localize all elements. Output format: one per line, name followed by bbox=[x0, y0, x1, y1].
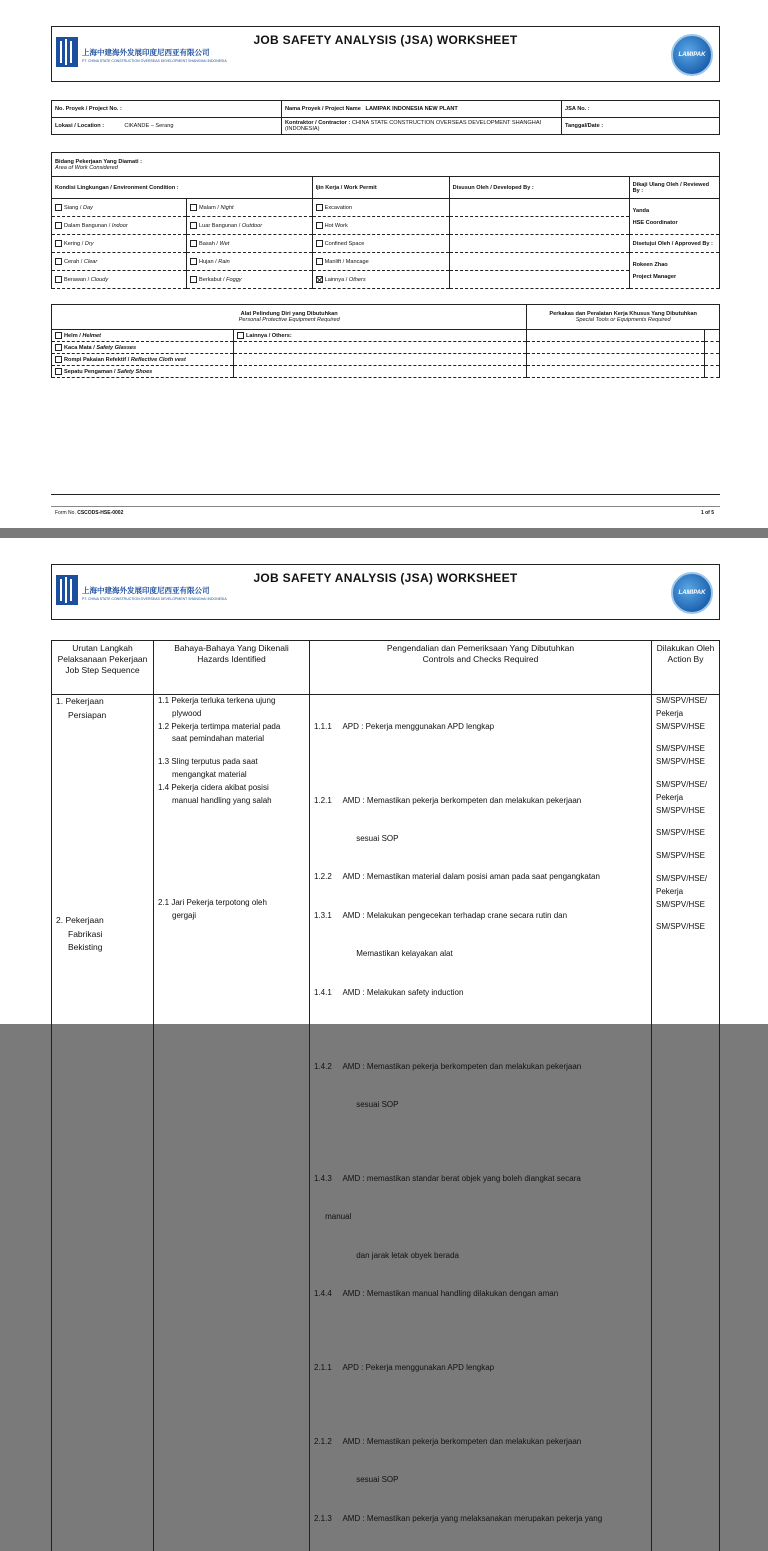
company-name-cn: 上海中建海外发展印度尼西亚有限公司 bbox=[82, 47, 210, 58]
control-item: 2.1.2 AMD : Memastikan pekerja berkompeten dan melakukan pekerjaan bbox=[314, 1436, 647, 1449]
jsa-table bbox=[51, 640, 720, 1551]
contractor-value: CHINA STATE CONSTRUCTION OVERSEAS DEVELOPMENT SHANGHAI (INDONESIA) bbox=[285, 120, 541, 132]
checkbox-icon[interactable] bbox=[316, 258, 323, 265]
reviewer-name: Yanda bbox=[633, 208, 716, 214]
checkbox-icon[interactable] bbox=[55, 332, 62, 339]
hazard-item: 1.4 Pekerja cidera akibat posisi bbox=[158, 782, 305, 795]
ppe-others[interactable]: Lainnya / Others: bbox=[234, 330, 527, 342]
checkbox-icon[interactable] bbox=[190, 276, 197, 283]
ppe-safety-glasses[interactable]: Kaca Mata / Safety Glasses bbox=[52, 342, 234, 354]
ppe-title-en: Personal Protective Equipment Required bbox=[55, 317, 523, 323]
project-name-value: LAMIPAK INDONESIA NEW PLANT bbox=[366, 106, 458, 112]
tools-title-en: Special Tools or Equipments Required bbox=[530, 317, 716, 323]
col-controls-en: Controls and Checks Required bbox=[313, 654, 648, 665]
control-item: 1.4.1 AMD : Melakukan safety induction bbox=[314, 987, 647, 1000]
work-permit-header: Ijin Kerja / Work Permit bbox=[312, 177, 449, 199]
checkbox-icon[interactable] bbox=[190, 204, 197, 211]
checkbox-icon[interactable] bbox=[55, 356, 62, 363]
action-item: SM/SPV/HSE bbox=[656, 850, 715, 863]
col-action-by-en: Action By bbox=[655, 654, 716, 665]
approved-by-header: Disetujui Oleh / Approved By : bbox=[629, 235, 719, 253]
control-item: 1.4.3 AMD : memastikan standar berat objek yang boleh diangkat secara bbox=[314, 1173, 647, 1186]
checkbox-icon[interactable] bbox=[55, 258, 62, 265]
ppe-reflective-vest[interactable]: Rompi Pakaian Refektif / Reflective Cloth vest bbox=[52, 354, 234, 366]
permit-hot-work[interactable]: Hot Work bbox=[312, 217, 449, 235]
condition-rain[interactable]: Hujan / Rain bbox=[187, 253, 313, 271]
developed-by-header: Disusun Oleh / Developed By : bbox=[449, 177, 629, 199]
lamipak-logo-icon: LAMIPAK bbox=[671, 572, 713, 614]
action-item: SM/SPV/HSE bbox=[656, 827, 715, 840]
checkbox-icon[interactable] bbox=[237, 332, 244, 339]
contractor-label: Kontraktor / Contractor : bbox=[285, 120, 350, 126]
action-item: SM/SPV/HSE bbox=[656, 721, 715, 734]
footer-divider bbox=[51, 494, 720, 495]
checkbox-icon[interactable] bbox=[55, 276, 62, 283]
condition-wet[interactable]: Basah / Wet bbox=[187, 235, 313, 253]
hazard-item: 1.1 Pekerja terluka terkena ujung bbox=[158, 695, 305, 708]
action-item: SM/SPV/HSE bbox=[656, 743, 715, 756]
action-item: SM/SPV/HSE/ bbox=[656, 695, 715, 708]
condition-clear[interactable]: Cerah / Clear bbox=[52, 253, 187, 271]
job-step-1: 1. Pekerjaan bbox=[56, 695, 149, 709]
project-no-label: No. Proyek / Project No. : bbox=[52, 101, 282, 118]
approver-role: Project Manager bbox=[633, 274, 716, 280]
company-name-en: PT. CHINA STATE CONSTRUCTION OVERSEAS DEVELOPMENT SHANGHAI INDONESIA bbox=[82, 59, 227, 63]
ppe-table bbox=[51, 304, 720, 378]
approver-name: Rokeen Zhao bbox=[633, 262, 716, 268]
checkbox-icon[interactable] bbox=[316, 204, 323, 211]
area-label-en: Area of Work Considered bbox=[55, 165, 716, 171]
work-area-table bbox=[51, 152, 720, 289]
col-hazards: Bahaya-Bahaya Yang Dikenali bbox=[157, 643, 306, 654]
control-item: 1.4.4 AMD : Memastikan manual handling dilakukan dengan aman bbox=[314, 1288, 647, 1301]
area-label: Bidang Pekerjaan Yang Diamati : bbox=[55, 159, 716, 165]
hazard-item: 1.2 Pekerja tertimpa material pada bbox=[158, 721, 305, 734]
job-step-2: 2. Pekerjaan bbox=[56, 914, 149, 928]
col-job-step-en: Job Step Sequence bbox=[55, 665, 150, 676]
checked-checkbox-icon[interactable] bbox=[316, 276, 323, 283]
col-controls: Pengendalian dan Pemeriksaan Yang Dibutuhkan bbox=[313, 643, 648, 654]
control-item: 2.1.3 AMD : Memastikan pekerja yang melaksanakan merupakan pekerja yang bbox=[314, 1513, 647, 1526]
permit-others[interactable]: Lainnya / Others bbox=[312, 271, 449, 289]
checkbox-icon[interactable] bbox=[316, 222, 323, 229]
control-item: 1.1.1 APD : Pekerja menggunakan APD lengkap bbox=[314, 721, 647, 734]
page-number: 1 of 5 bbox=[701, 510, 714, 516]
checkbox-icon[interactable] bbox=[55, 204, 62, 211]
project-info-table bbox=[51, 100, 720, 135]
action-item: SM/SPV/HSE/ bbox=[656, 873, 715, 886]
checkbox-icon[interactable] bbox=[190, 240, 197, 247]
control-item: 1.4.2 AMD : Memastikan pekerja berkompeten dan melakukan pekerjaan bbox=[314, 1061, 647, 1074]
condition-dry[interactable]: Kering / Dry bbox=[52, 235, 187, 253]
tools-title: Perkakas dan Peralatan Kerja Khusus Yang Dibutuhkan bbox=[530, 311, 716, 317]
developed-by-cell bbox=[449, 199, 629, 217]
controls-cell: 1.1.1 APD : Pekerja menggunakan APD lengkap 1.2.1 AMD : Memastikan pekerja berkompeten dan melakukan pekerjaan sesuai SOP 1.2.2 AMD : Memastikan material dalam posisi aman pada saat pengangkatan 1.3.1 AMD : Melakukan pengecekan terhadap crane secara rutin dan Memastikan kelayakan alat 1.4.1 AMD : Melakukan safety induction 1.4.2 AMD : Memastikan pekerja berkompeten dan melakukan pekerjaan sesuai SOP 1.4.3 AMD : memastikan standar berat objek yang boleh diangkat secara manual dan jarak letak obyek berada 1.4.4 AMD : Memastikan manual handling dilakukan dengan aman 2.1.1 APD : Pekerja menggunakan APD lengkap 2.1.2 AMD : Memastikan pekerja berkompeten dan melakukan pekerjaan sesuai SOP 2.1.3 AMD : Memastikan pekerja yang melaksanakan merupakan pekerja yang bbox=[310, 695, 652, 1551]
worksheet-header bbox=[51, 564, 720, 620]
permit-confined-space[interactable]: Confined Space bbox=[312, 235, 449, 253]
checkbox-icon[interactable] bbox=[55, 344, 62, 351]
col-action-by: Dilakukan Oleh bbox=[655, 643, 716, 654]
checkbox-icon[interactable] bbox=[190, 258, 197, 265]
condition-cloudy[interactable]: Berawan / Cloudy bbox=[52, 271, 187, 289]
action-item: SM/SPV/HSE bbox=[656, 805, 715, 818]
ppe-helmet[interactable]: Helm / Helmet bbox=[52, 330, 234, 342]
ppe-title: Alat Pelindung Diri yang Dibutuhkan bbox=[55, 311, 523, 317]
form-number: Form No. CSCODS-HSE-0002 bbox=[55, 510, 123, 516]
control-item: 1.2.1 AMD : Memastikan pekerja berkompeten dan melakukan pekerjaan bbox=[314, 795, 647, 808]
date-label: Tanggal/Date : bbox=[562, 118, 720, 135]
document-title: JOB SAFETY ANALYSIS (JSA) WORKSHEET bbox=[52, 571, 719, 585]
checkbox-icon[interactable] bbox=[190, 222, 197, 229]
hazards-cell: 1.1 Pekerja terluka terkena ujung plywood 1.2 Pekerja tertimpa material pada saat pemindahan material 1.3 Sling terputus pada saat mengangkat material 1.4 Pekerja cidera akibat posisi manual handling yang salah 2.1 Jari Pekerja terpotong oleh gergaji bbox=[154, 695, 310, 1551]
worksheet-page-2 bbox=[0, 538, 768, 1024]
footer-divider bbox=[51, 506, 720, 507]
col-job-step: Urutan Langkah Pelaksanaan Pekerjaan bbox=[55, 643, 150, 665]
ppe-safety-shoes[interactable]: Sepatu Pengaman / Safety Shoes bbox=[52, 366, 234, 378]
location-value: CIKANDE – Serang bbox=[124, 123, 173, 129]
action-item: SM/SPV/HSE/ bbox=[656, 779, 715, 792]
control-item: 2.1.1 APD : Pekerja menggunakan APD lengkap bbox=[314, 1362, 647, 1375]
reviewer-role: HSE Coordinator bbox=[633, 220, 716, 226]
hazard-item: 2.1 Jari Pekerja terpotong oleh bbox=[158, 897, 305, 910]
control-item: 1.3.1 AMD : Melakukan pengecekan terhadap crane secara rutin dan bbox=[314, 910, 647, 923]
reviewer-cell bbox=[629, 199, 719, 235]
worksheet-page-1 bbox=[0, 0, 768, 528]
company-name-cn: 上海中建海外发展印度尼西亚有限公司 bbox=[82, 585, 210, 596]
condition-foggy[interactable]: Berkabut / Foggy bbox=[187, 271, 313, 289]
action-by-cell: SM/SPV/HSE/ Pekerja SM/SPV/HSE SM/SPV/HSE SM/SPV/HSE SM/SPV/HSE/ Pekerja SM/SPV/HSE SM/SPV/HSE SM/SPV/HSE SM/SPV/HSE/ Pekerja SM/SPV/HSE SM/SPV/HSE bbox=[652, 695, 720, 1551]
hazard-item: 1.3 Sling terputus pada saat bbox=[158, 756, 305, 769]
job-step-cell: 1. Pekerjaan Persiapan 2. Pekerjaan Fabrikasi Bekisting bbox=[52, 695, 154, 1551]
action-item: SM/SPV/HSE bbox=[656, 921, 715, 934]
document-title: JOB SAFETY ANALYSIS (JSA) WORKSHEET bbox=[52, 33, 719, 47]
condition-day[interactable]: Siang / Day bbox=[52, 199, 187, 217]
checkbox-icon[interactable] bbox=[316, 240, 323, 247]
approver-cell bbox=[629, 253, 719, 289]
project-name-label: Nama Proyek / Project Name bbox=[285, 106, 361, 112]
col-hazards-en: Hazards Identified bbox=[157, 654, 306, 665]
control-item: 1.2.2 AMD : Memastikan material dalam posisi aman pada saat pengangkatan bbox=[314, 871, 647, 884]
reviewed-by-header: Dikaji Ulang Oleh / Reviewed By : bbox=[629, 177, 719, 199]
action-item: SM/SPV/HSE bbox=[656, 756, 715, 769]
checkbox-icon[interactable] bbox=[55, 222, 62, 229]
worksheet-header bbox=[51, 26, 720, 82]
jsa-no-label: JSA No. : bbox=[562, 101, 720, 118]
company-name-en: PT. CHINA STATE CONSTRUCTION OVERSEAS DEVELOPMENT SHANGHAI INDONESIA bbox=[82, 597, 227, 601]
location-label: Lokasi / Location : bbox=[55, 123, 104, 129]
condition-night[interactable]: Malam / Night bbox=[187, 199, 313, 217]
condition-outdoor[interactable]: Luar Bangunan / Outdoor bbox=[187, 217, 313, 235]
permit-manlift[interactable]: Manlift / Mancage bbox=[312, 253, 449, 271]
permit-excavation[interactable]: Excavation bbox=[312, 199, 449, 217]
environment-header: Kondisi Lingkungan / Environment Condition : bbox=[52, 177, 313, 199]
action-item: SM/SPV/HSE bbox=[656, 899, 715, 912]
condition-indoor[interactable]: Dalam Bangunan / Indoor bbox=[52, 217, 187, 235]
checkbox-icon[interactable] bbox=[55, 368, 62, 375]
checkbox-icon[interactable] bbox=[55, 240, 62, 247]
lamipak-logo-icon: LAMIPAK bbox=[671, 34, 713, 76]
